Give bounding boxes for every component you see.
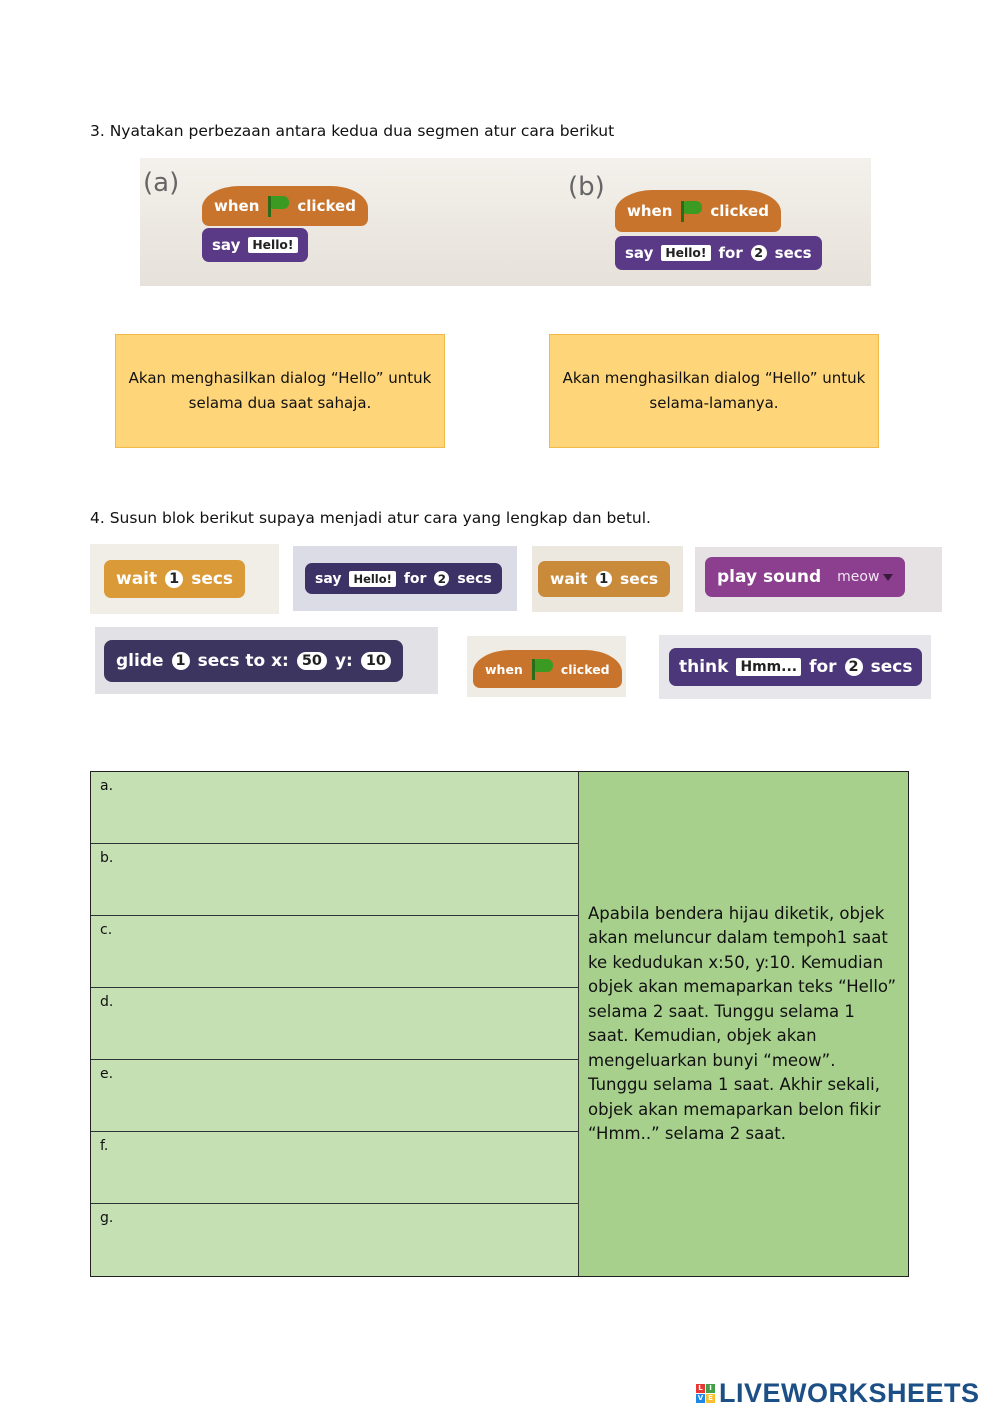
glide-y-value: 10 [361, 652, 391, 671]
glide-secs-text: secs to x: [197, 651, 289, 671]
segment-b-hat-block [615, 190, 781, 232]
slot-label: g. [100, 1210, 114, 1226]
hat-clicked-text: clicked [297, 197, 356, 215]
logo-letter: V [697, 1394, 704, 1402]
wait-block [104, 560, 245, 598]
segment-b-label: (b) [568, 172, 605, 202]
answer-slot-e[interactable] [91, 1060, 579, 1132]
scratch-segments-photo [140, 158, 871, 286]
block-card-wait-1[interactable] [90, 544, 279, 614]
logo-letter: L [696, 1384, 705, 1393]
question-3-text: 3. Nyatakan perbezaan antara kedua dua segmen atur cara berikut [90, 122, 615, 140]
answer-note-a[interactable]: Akan menghasilkan dialog “Hello” untuk selama dua saat sahaja. [115, 334, 445, 448]
think-text: think [679, 657, 729, 677]
say-value: Hello! [248, 237, 297, 253]
wait-text: wait [116, 569, 158, 589]
answer-note-b[interactable]: Akan menghasilkan dialog “Hello” untuk selama-lamanya. [549, 334, 879, 448]
block-card-play-sound[interactable] [695, 547, 942, 612]
glide-x-value: 50 [297, 652, 327, 671]
play-sound-block [705, 557, 905, 597]
wait-value: 1 [596, 571, 612, 587]
block-card-glide[interactable] [95, 627, 438, 694]
sound-value: meow [837, 569, 880, 585]
slot-label: b. [100, 850, 114, 866]
answer-table [90, 771, 909, 1277]
for-text: for [403, 570, 427, 587]
answer-slot-b[interactable] [91, 844, 579, 916]
logo-letter: E [706, 1394, 715, 1403]
hat-when-text: when [214, 197, 260, 215]
dropdown-arrow-icon [883, 574, 893, 581]
for-text: for [718, 244, 743, 262]
block-card-say[interactable] [293, 546, 517, 611]
block-card-when-clicked[interactable] [467, 636, 626, 697]
say-text: say [315, 570, 342, 587]
secs-text: secs [619, 570, 659, 588]
say-value: Hello! [349, 571, 395, 587]
say-text: say [212, 236, 241, 254]
think-block [669, 648, 922, 686]
answer-slot-f[interactable] [91, 1132, 579, 1204]
slot-label: f. [100, 1138, 109, 1154]
block-card-think[interactable] [659, 635, 931, 699]
green-flag-icon [678, 200, 704, 222]
wait-block [538, 561, 670, 597]
logo-text: LIVEWORKSHEETS [719, 1378, 980, 1408]
secs-value: 2 [434, 571, 449, 586]
hat-clicked-text: clicked [560, 661, 610, 677]
answer-slot-a[interactable] [91, 772, 579, 844]
segment-a-label: (a) [143, 168, 180, 198]
logo-letter: I [706, 1384, 715, 1393]
answer-slots [91, 772, 579, 1276]
secs-text: secs [191, 569, 234, 589]
think-value: Hmm... [736, 658, 801, 676]
glide-secs-value: 1 [172, 652, 190, 670]
for-text: for [809, 657, 837, 677]
hat-when-text: when [627, 202, 673, 220]
slot-label: e. [100, 1066, 114, 1082]
logo-mark-icon [696, 1384, 715, 1403]
green-flag-icon [265, 195, 291, 217]
secs-text: secs [870, 657, 913, 677]
say-value: Hello! [661, 245, 710, 261]
say-text: say [625, 244, 654, 262]
segment-a-hat-block [202, 186, 368, 226]
answer-slot-g[interactable] [91, 1204, 579, 1276]
program-description [579, 772, 908, 1276]
secs-text: secs [774, 244, 812, 262]
glide-y-label: y: [334, 651, 353, 671]
secs-text: secs [457, 570, 492, 587]
block-card-wait-2[interactable] [532, 546, 683, 612]
wait-value: 1 [165, 570, 183, 588]
play-sound-text: play sound [717, 567, 822, 587]
segment-b-say-block [615, 236, 822, 270]
program-description-text: Apabila bendera hijau diketik, objek akan meluncur dalam tempoh1 saat ke kedudukan x:50, y:10. Kemudian objek akan memaparkan teks “Hello” selama 2 saat. Tunggu selama 1 saat. Kemudian, objek akan mengeluarkan bunyi “meow”. Tunggu selama 1 saat. Akhir sekali, objek akan memaparkan belon fikir “Hmm..” selama 2 saat. [588, 903, 896, 1143]
wait-text: wait [550, 570, 588, 588]
answer-slot-c[interactable] [91, 916, 579, 988]
say-block [305, 563, 502, 594]
glide-text: glide [116, 651, 164, 671]
when-clicked-hat-block [473, 650, 622, 688]
secs-value: 2 [751, 245, 767, 261]
question-4-text: 4. Susun blok berikut supaya menjadi atur cara yang lengkap dan betul. [90, 509, 651, 527]
answer-slot-d[interactable] [91, 988, 579, 1060]
hat-when-text: when [485, 661, 523, 677]
secs-value: 2 [845, 658, 863, 676]
slot-label: a. [100, 778, 114, 794]
slot-label: d. [100, 994, 114, 1010]
segment-a-say-block [202, 228, 308, 262]
slot-label: c. [100, 922, 113, 938]
glide-block [104, 640, 403, 682]
liveworksheets-logo [696, 1378, 980, 1409]
green-flag-icon [529, 658, 555, 680]
hat-clicked-text: clicked [710, 202, 769, 220]
